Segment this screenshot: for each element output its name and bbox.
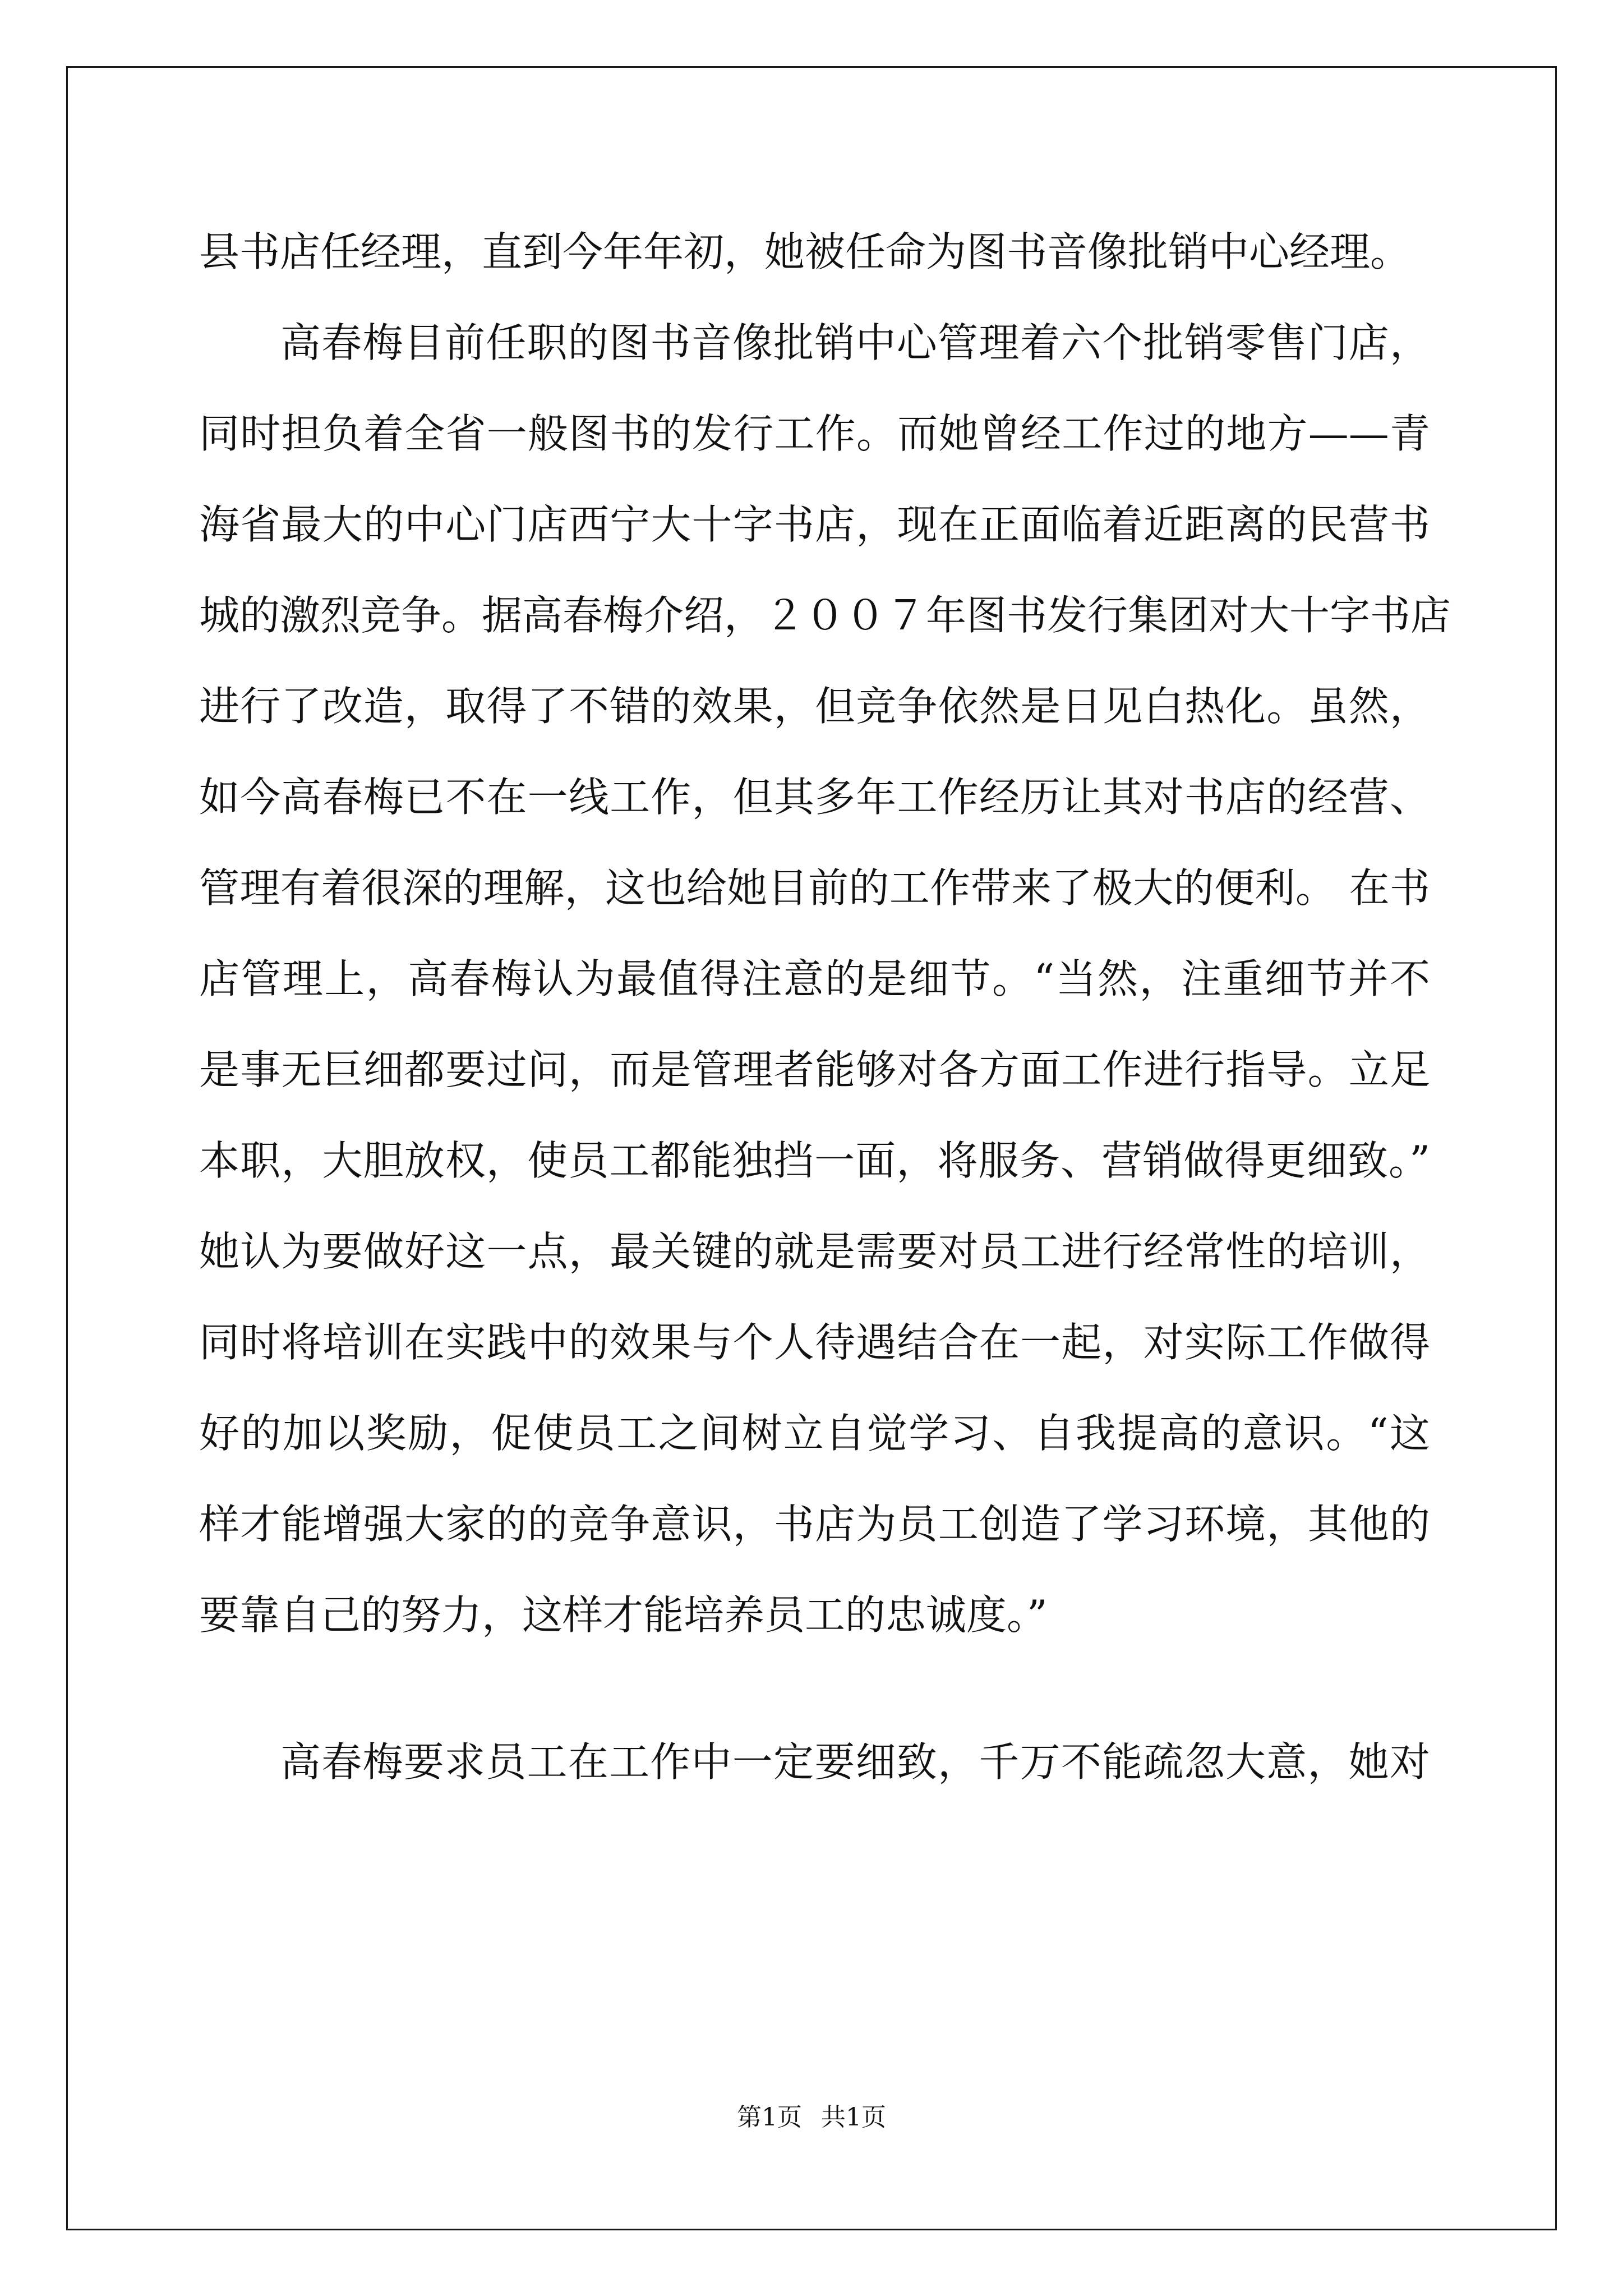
paragraph-line: 样才能增强大家的的竞争意识，书店为员工创造了学习环境，其他的 <box>199 1501 1430 1548</box>
paragraph-line: 管理有着很深的理解，这也给她目前的工作带来了极大的便利。 在书 <box>199 864 1430 912</box>
paragraph-line: 高春梅要求员工在工作中一定要细致，千万不能疏忽大意，她对 <box>280 1738 1430 1786</box>
paragraph-line: 如今高春梅已不在一线工作，但其多年工作经历让其对书店的经营、 <box>199 774 1430 821</box>
paragraph-line: 店管理上，高春梅认为最值得注意的是细节。“当然，注重细节并不 <box>199 955 1430 1002</box>
paragraph-line: 进行了改造，取得了不错的效果，但竞争依然是日见白热化。虽然， <box>199 683 1430 730</box>
paragraph-line: 海省最大的中心门店西宁大十字书店，现在正面临着近距离的民营书 <box>199 501 1430 548</box>
paragraph-line: 城的激烈竞争。据高春梅介绍，２００７年图书发行集团对大十字书店 <box>199 592 1451 639</box>
paragraph-line: 本职，大胆放权，使员工都能独挡一面，将服务、营销做得更细致。” <box>199 1137 1430 1184</box>
paragraph-line: 同时担负着全省一般图书的发行工作。而她曾经工作过的地方——青 <box>199 410 1430 457</box>
paragraph-line: 县书店任经理，直到今年年初，她被任命为图书音像批销中心经理。 <box>199 228 1411 275</box>
paragraph-line: 她认为要做好这一点，最关键的就是需要对员工进行经常性的培训， <box>199 1228 1430 1275</box>
paragraph-line: 要靠自己的努力，这样才能培养员工的忠诚度。” <box>199 1591 1048 1639</box>
paragraph-line: 高春梅目前任职的图书音像批销中心管理着六个批销零售门店， <box>280 319 1430 366</box>
page-number: 第1页 <box>737 2103 802 2132</box>
paragraph-line: 是事无巨细都要过问，而是管理者能够对各方面工作进行指导。立足 <box>199 1046 1430 1093</box>
paragraph-line: 好的加以奖励，促使员工之间树立自觉学习、自我提高的意识。“这 <box>199 1410 1430 1457</box>
page-footer <box>0 2097 1623 2133</box>
page-total: 共1页 <box>821 2103 886 2132</box>
paragraph-line: 同时将培训在实践中的效果与个人待遇结合在一起，对实际工作做得 <box>199 1319 1430 1366</box>
